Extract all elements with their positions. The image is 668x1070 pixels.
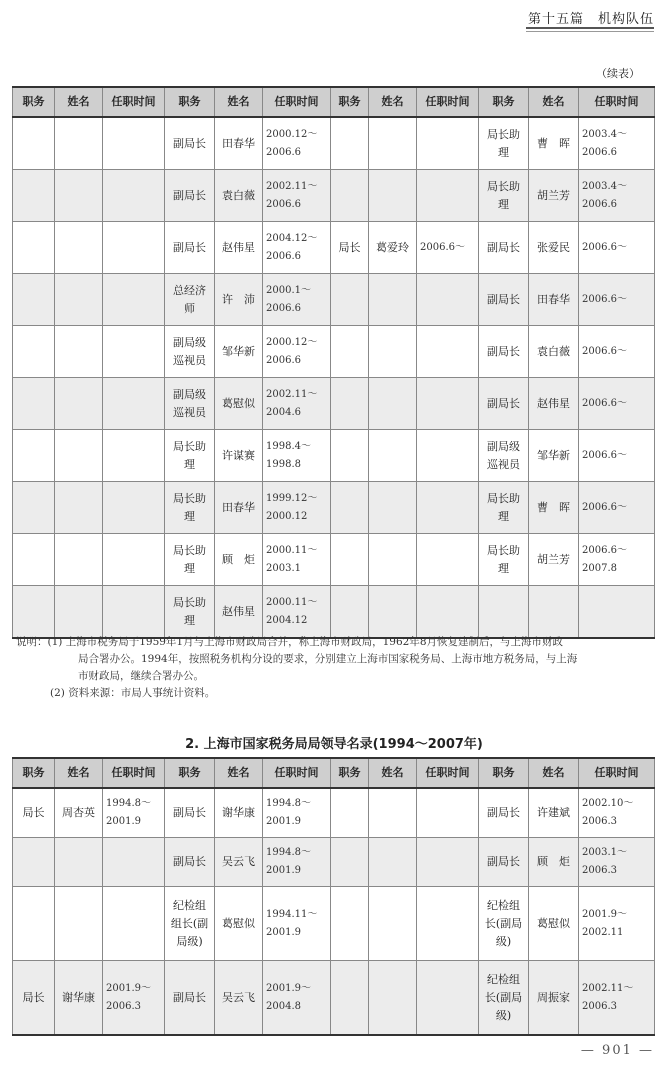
table-cell	[13, 586, 55, 639]
table-row	[13, 534, 655, 586]
table-cell: 纪检组长(副局级)	[479, 961, 529, 1036]
table-cell	[417, 838, 479, 887]
table-cell	[13, 482, 55, 534]
table-cell	[417, 534, 479, 586]
table-cell	[55, 838, 103, 887]
table-cell	[55, 430, 103, 482]
table-cell: 2006.6～	[579, 222, 655, 274]
table-cell	[55, 222, 103, 274]
table-cell	[369, 117, 417, 170]
table-cell: 局长助理	[479, 170, 529, 222]
table-cell: 副局长	[165, 838, 215, 887]
table-cell	[103, 586, 165, 639]
table-cell: 副局级巡视员	[479, 430, 529, 482]
column-header: 任职时间	[579, 87, 655, 117]
table-cell	[13, 117, 55, 170]
table-cell	[369, 326, 417, 378]
table-cell: 总经济师	[165, 274, 215, 326]
table-cell: 副局级巡视员	[165, 378, 215, 430]
table-cell: 顾 炬	[215, 534, 263, 586]
table-row	[13, 170, 655, 222]
table-cell	[331, 534, 369, 586]
column-header: 职务	[165, 87, 215, 117]
table-row	[13, 430, 655, 482]
table-cell	[103, 887, 165, 961]
column-header: 任职时间	[417, 87, 479, 117]
chapter-header: 第十五篇 机构队伍	[527, 12, 654, 27]
table-cell	[13, 326, 55, 378]
table-row	[13, 117, 655, 170]
table-cell: 2006.6～	[579, 430, 655, 482]
table-header-row	[13, 758, 655, 788]
table-cell	[13, 887, 55, 961]
table-cell	[417, 326, 479, 378]
table-cell	[13, 170, 55, 222]
table-row	[13, 326, 655, 378]
table-cell	[479, 586, 529, 639]
table-cell: 局长	[13, 961, 55, 1036]
table-cell	[331, 838, 369, 887]
table-cell	[55, 534, 103, 586]
table-cell: 2002.10～2006.3	[579, 788, 655, 838]
table-cell: 2006.6～	[579, 378, 655, 430]
table-cell	[579, 586, 655, 639]
table-cell: 曹 晖	[529, 482, 579, 534]
table-cell	[417, 586, 479, 639]
table-cell: 局长	[13, 788, 55, 838]
table-cell: 局长助理	[165, 430, 215, 482]
table-cell: 副局级巡视员	[165, 326, 215, 378]
table-cell	[331, 378, 369, 430]
table-row	[13, 788, 655, 838]
header-rule	[526, 27, 654, 29]
table-cell: 袁白薇	[215, 170, 263, 222]
table-cell	[103, 274, 165, 326]
table-cell: 2006.6～2007.8	[579, 534, 655, 586]
table-cell	[13, 838, 55, 887]
table-cell	[103, 222, 165, 274]
table-cell: 局长助理	[165, 482, 215, 534]
table-cell: 2001.9～2002.11	[579, 887, 655, 961]
table-cell: 谢华康	[215, 788, 263, 838]
table-cell: 2000.1～2006.6	[263, 274, 331, 326]
table-cell	[369, 838, 417, 887]
table-cell	[13, 534, 55, 586]
table-cell	[55, 170, 103, 222]
note-line: 局合署办公。1994年，按照税务机构分设的要求，分别建立上海市国家税务局、上海市地方税务局，与上海	[78, 653, 578, 665]
table-cell	[13, 222, 55, 274]
table-cell: 副局长	[479, 274, 529, 326]
table-cell: 葛慰似	[215, 887, 263, 961]
table-row	[13, 274, 655, 326]
table-cell	[331, 170, 369, 222]
column-header: 姓名	[529, 758, 579, 788]
table-cell	[331, 586, 369, 639]
table-cell: 副局长	[165, 170, 215, 222]
table-cell: 1994.8～2001.9	[103, 788, 165, 838]
table-cell	[369, 961, 417, 1036]
table-row	[13, 222, 655, 274]
table-cell	[103, 117, 165, 170]
column-header: 姓名	[529, 87, 579, 117]
column-header: 职务	[165, 758, 215, 788]
table-cell	[369, 788, 417, 838]
table-cell	[369, 482, 417, 534]
table-cell: 赵伟星	[215, 586, 263, 639]
table-cell: 副局长	[165, 117, 215, 170]
table-cell	[55, 378, 103, 430]
table-cell: 田春华	[215, 482, 263, 534]
table-cell	[417, 170, 479, 222]
table-cell: 吴云飞	[215, 838, 263, 887]
table-cell: 谢华康	[55, 961, 103, 1036]
table-cell: 副局长	[165, 222, 215, 274]
table-cell: 2004.12～2006.6	[263, 222, 331, 274]
table-cell	[417, 430, 479, 482]
table-cell: 田春华	[215, 117, 263, 170]
table-cell	[369, 378, 417, 430]
table-cell	[369, 430, 417, 482]
table-cell	[103, 430, 165, 482]
table-cell: 吴云飞	[215, 961, 263, 1036]
table-cell	[417, 482, 479, 534]
table-cell	[369, 586, 417, 639]
table-cell: 田春华	[529, 274, 579, 326]
table-cell: 局长助理	[165, 534, 215, 586]
table-cell	[13, 378, 55, 430]
table-cell: 副局长	[165, 961, 215, 1036]
table-cell	[417, 274, 479, 326]
table-cell: 周振家	[529, 961, 579, 1036]
table-cell: 张爱民	[529, 222, 579, 274]
table-cell	[331, 887, 369, 961]
table-cell	[13, 430, 55, 482]
table-cell: 葛慰似	[215, 378, 263, 430]
table-cell: 副局长	[479, 788, 529, 838]
note-line: 市财政局，继续合署办公。	[78, 670, 204, 682]
table-cell	[103, 326, 165, 378]
table-cell	[55, 482, 103, 534]
table-cell: 局长助理	[165, 586, 215, 639]
table-cell: 2003.1～2006.3	[579, 838, 655, 887]
table-cell: 2000.12～2006.6	[263, 117, 331, 170]
table-cell: 局长	[331, 222, 369, 274]
column-header: 任职时间	[263, 758, 331, 788]
table-row	[13, 838, 655, 887]
leaders-table-continued	[12, 86, 655, 639]
table-row	[13, 378, 655, 430]
column-header: 职务	[331, 758, 369, 788]
table-row	[13, 482, 655, 534]
column-header: 职务	[13, 87, 55, 117]
table-row	[13, 887, 655, 961]
table-header-row	[13, 87, 655, 117]
table-cell	[369, 170, 417, 222]
table-cell: 曹 晖	[529, 117, 579, 170]
table-cell	[417, 117, 479, 170]
table-row	[13, 586, 655, 639]
table-cell: 1994.8～2001.9	[263, 788, 331, 838]
table-cell: 2000.11～2003.1	[263, 534, 331, 586]
column-header: 姓名	[55, 87, 103, 117]
table-cell: 许 沛	[215, 274, 263, 326]
table-cell: 纪检组组长(副局级)	[165, 887, 215, 961]
table-cell: 2003.4～2006.6	[579, 170, 655, 222]
table-cell	[331, 961, 369, 1036]
table-cell: 副局长	[479, 378, 529, 430]
table-cell: 2002.11～2006.6	[263, 170, 331, 222]
table-cell	[55, 274, 103, 326]
table-cell	[331, 326, 369, 378]
table-cell: 葛爱玲	[369, 222, 417, 274]
table-cell: 2006.6～	[579, 274, 655, 326]
table-cell: 2001.9～2006.3	[103, 961, 165, 1036]
column-header: 姓名	[369, 758, 417, 788]
table-cell: 2001.9～2004.8	[263, 961, 331, 1036]
table-cell	[331, 482, 369, 534]
table-cell	[103, 838, 165, 887]
table-cell	[369, 274, 417, 326]
table-cell: 胡兰芳	[529, 534, 579, 586]
table-cell: 1994.8～2001.9	[263, 838, 331, 887]
table-cell	[417, 887, 479, 961]
table-cell	[103, 482, 165, 534]
table-cell	[417, 961, 479, 1036]
table-cell: 赵伟星	[215, 222, 263, 274]
column-header: 任职时间	[103, 758, 165, 788]
table-cell	[55, 117, 103, 170]
table-cell	[331, 788, 369, 838]
table-cell	[369, 534, 417, 586]
table-cell: 副局长	[479, 326, 529, 378]
state-tax-leaders-table	[12, 757, 655, 1036]
table-cell	[417, 788, 479, 838]
column-header: 职务	[331, 87, 369, 117]
table-cell	[369, 887, 417, 961]
table-notes	[16, 634, 656, 702]
table-cell: 1998.4～1998.8	[263, 430, 331, 482]
table-cell: 2003.4～2006.6	[579, 117, 655, 170]
table-cell: 邹华新	[529, 430, 579, 482]
column-header: 姓名	[215, 758, 263, 788]
table-cell: 许建斌	[529, 788, 579, 838]
table-cell	[331, 430, 369, 482]
table-cell	[331, 117, 369, 170]
table-cell: 邹华新	[215, 326, 263, 378]
table-cell: 2000.11～2004.12	[263, 586, 331, 639]
column-header: 姓名	[215, 87, 263, 117]
header-rule-thin	[526, 31, 654, 32]
table-cell	[529, 586, 579, 639]
table-cell: 胡兰芳	[529, 170, 579, 222]
column-header: 职务	[479, 87, 529, 117]
section-title: 2. 上海市国家税务局局领导名录(1994～2007年)	[185, 737, 483, 752]
table-cell: 副局长	[165, 788, 215, 838]
page-number: — 901 —	[580, 1043, 654, 1058]
note-line: (2) 资料来源：市局人事统计资料。	[50, 687, 216, 699]
column-header: 姓名	[369, 87, 417, 117]
table-cell: 副局长	[479, 838, 529, 887]
column-header: 任职时间	[579, 758, 655, 788]
table-cell: 顾 炬	[529, 838, 579, 887]
table-cell: 赵伟星	[529, 378, 579, 430]
table-cell: 2006.6～	[579, 482, 655, 534]
table-cell	[417, 378, 479, 430]
note-line: 说明：(1) 上海市税务局于1959年1月与上海市财政局合并，称上海市财政局，1962年8月恢复建制后，与上海市财政	[16, 636, 564, 648]
table-cell	[103, 378, 165, 430]
table-cell: 1999.12～2000.12	[263, 482, 331, 534]
table-cell: 2002.11～2004.6	[263, 378, 331, 430]
table-cell	[55, 586, 103, 639]
column-header: 任职时间	[417, 758, 479, 788]
continued-label: （续表）	[596, 67, 640, 80]
table-cell: 纪检组长(副局级)	[479, 887, 529, 961]
table-cell: 2006.6～	[417, 222, 479, 274]
table-cell: 1994.11～2001.9	[263, 887, 331, 961]
table-row	[13, 961, 655, 1036]
table-cell: 局长助理	[479, 117, 529, 170]
table-cell: 副局长	[479, 222, 529, 274]
table-cell	[13, 274, 55, 326]
table-cell: 局长助理	[479, 482, 529, 534]
table-cell	[103, 534, 165, 586]
table-cell: 2006.6～	[579, 326, 655, 378]
table-cell	[331, 274, 369, 326]
table-cell: 袁白薇	[529, 326, 579, 378]
column-header: 姓名	[55, 758, 103, 788]
column-header: 职务	[479, 758, 529, 788]
column-header: 任职时间	[263, 87, 331, 117]
table-cell	[103, 170, 165, 222]
column-header: 职务	[13, 758, 55, 788]
table-cell: 2002.11～2006.3	[579, 961, 655, 1036]
table-cell: 许谋赛	[215, 430, 263, 482]
column-header: 任职时间	[103, 87, 165, 117]
table-cell	[55, 326, 103, 378]
table-cell	[55, 887, 103, 961]
table-cell: 葛慰似	[529, 887, 579, 961]
table-cell: 局长助理	[479, 534, 529, 586]
table-cell: 2000.12～2006.6	[263, 326, 331, 378]
table-cell: 周杏英	[55, 788, 103, 838]
